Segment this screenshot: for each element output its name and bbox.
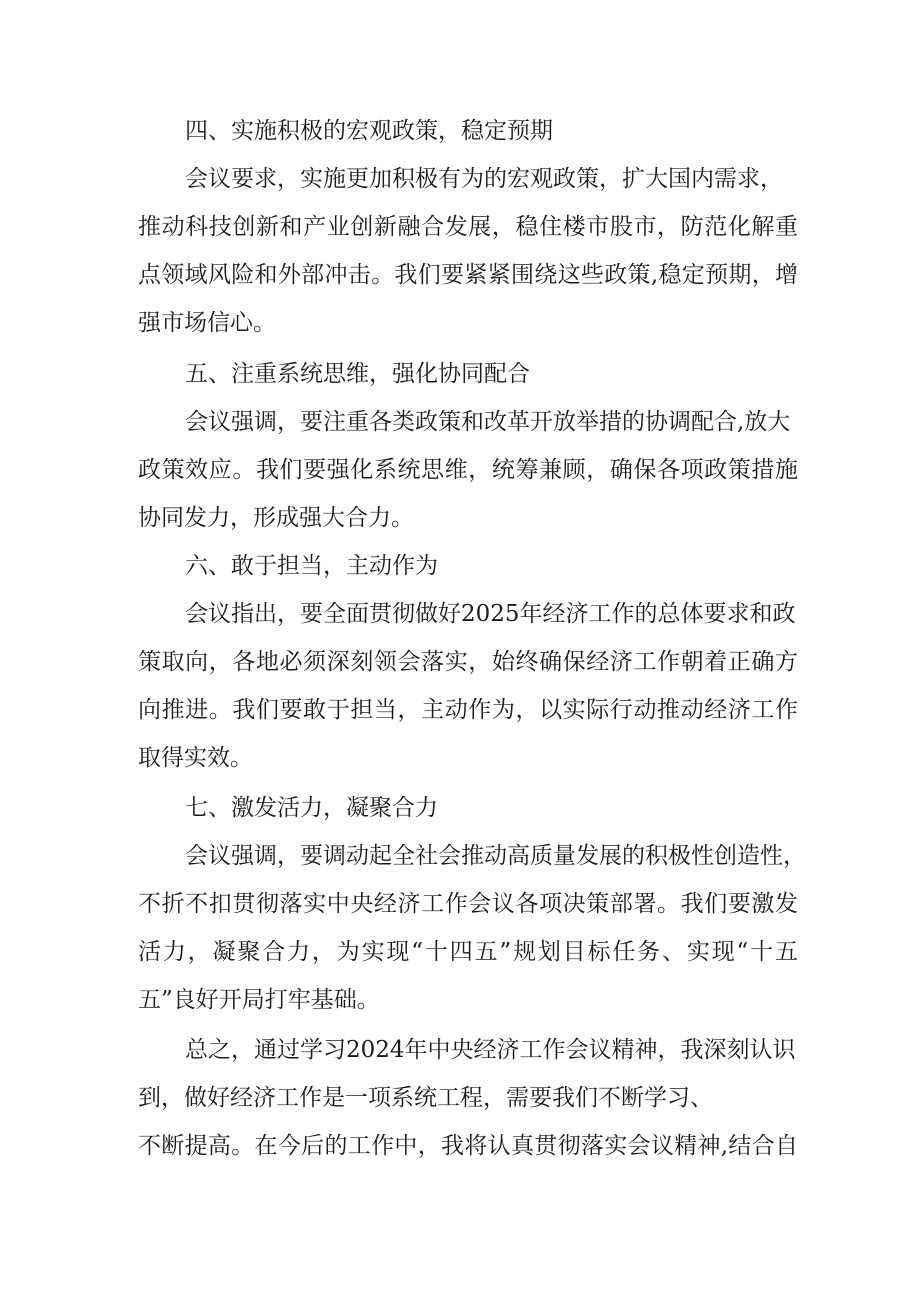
section-6-line-1: 会议指出，要全面贯彻做好2025年经济工作的总体要求和政 <box>185 601 796 627</box>
section-5-line-1: 会议强调，要注重各类政策和改革开放举措的协调配合,放大 <box>185 409 791 435</box>
section-5-line-2: 政策效应。我们要强化系统思维，统筹兼顾，确保各项政策措施 <box>138 457 798 483</box>
section-4-line-1: 会议要求，实施更加积极有为的宏观政策，扩大国内需求， <box>185 166 783 192</box>
section-4-line-2: 推动科技创新和产业创新融合发展，稳住楼市股市，防范化解重 <box>138 214 798 240</box>
conclusion-line-3: 不断提高。在今后的工作中，我将认真贯彻落实会议精神,结合自 <box>138 1133 798 1159</box>
section-6-heading: 六、敢于担当，主动作为 <box>185 553 438 579</box>
section-6-line-3: 向推进。我们要敢于担当，主动作为，以实际行动推动经济工作 <box>138 697 798 723</box>
section-7-line-4: 五”良好开局打牢基础。 <box>138 987 380 1013</box>
conclusion-line-2: 到，做好经济工作是一项系统工程，需要我们不断学习、 <box>138 1085 713 1111</box>
section-4-heading: 四、实施积极的宏观政策，稳定预期 <box>185 118 553 144</box>
section-5-line-3: 协同发力，形成强大合力。 <box>138 505 414 531</box>
section-7-line-1: 会议强调，要调动起全社会推动高质量发展的积极性创造性， <box>185 843 806 869</box>
section-6-line-4: 取得实效。 <box>138 745 253 771</box>
section-5-heading: 五、注重系统思维，强化协同配合 <box>185 361 530 387</box>
section-7-line-3: 活力，凝聚合力，为实现“十四五”规划目标任务、实现“十五 <box>138 939 798 965</box>
section-4-line-4: 强市场信心。 <box>138 310 276 336</box>
section-7-heading: 七、激发活力，凝聚合力 <box>185 795 438 821</box>
conclusion-line-1: 总之，通过学习2024年中央经济工作会议精神，我深刻认识 <box>185 1037 796 1063</box>
section-7-line-2: 不折不扣贯彻落实中央经济工作会议各项决策部署。我们要激发 <box>138 891 798 917</box>
section-6-line-2: 策取向，各地必须深刻领会落实，始终确保经济工作朝着正确方 <box>138 649 798 675</box>
section-4-line-3: 点领域风险和外部冲击。我们要紧紧围绕这些政策,稳定预期，增 <box>138 262 798 288</box>
